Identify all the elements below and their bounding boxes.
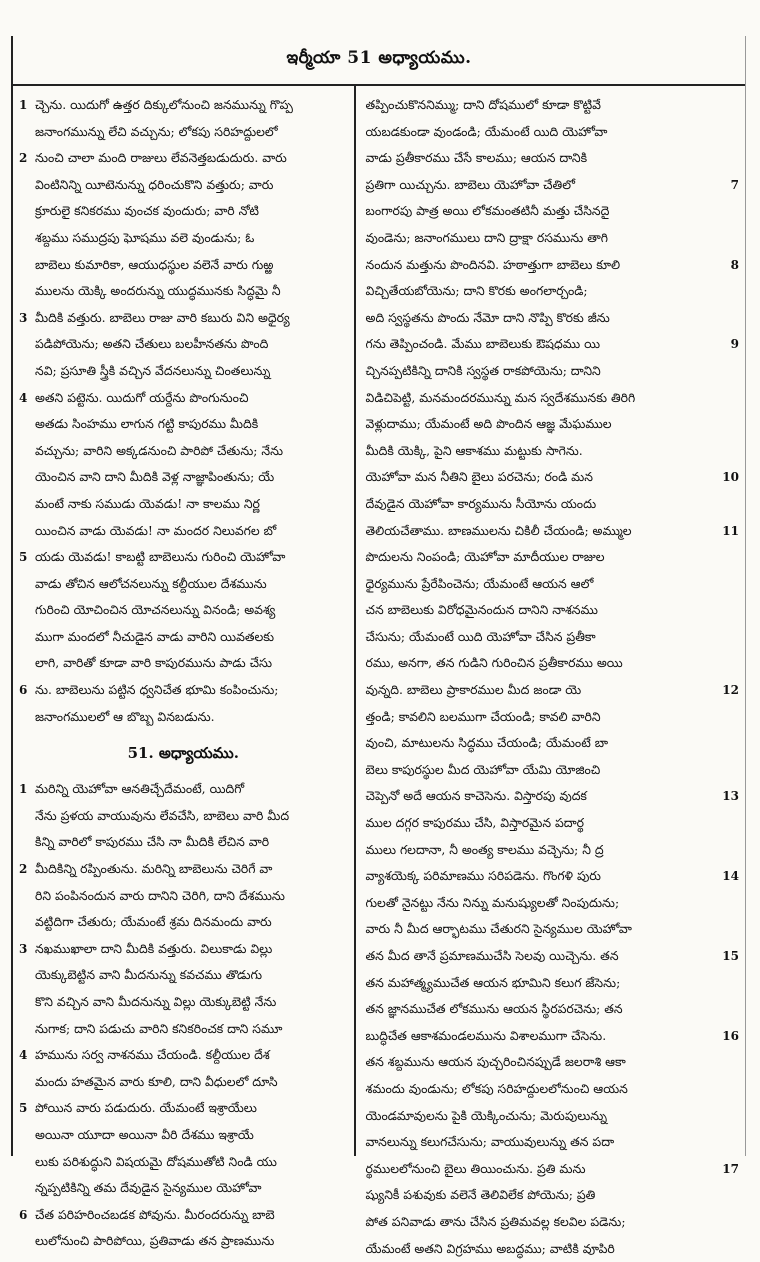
line-text: నుగాక; దాని పడుచు వారిని కనికరించక దాని సమూ (35, 1020, 283, 1036)
line-text: శబ్దము సముద్రపు ఘోషము వలె వుండును; ఓ (35, 229, 255, 245)
line-text: లులోనుంచి పారిపోయి, ప్రతివాడు తన ప్రాణమును (35, 1233, 275, 1249)
verse-number: 13 (722, 789, 739, 804)
text-line (19, 1095, 348, 1122)
line-text: ధైర్యమును ప్రేరేపించెను; యేమంటే ఆయన ఆలో (365, 575, 594, 591)
line-text: జనాంగములలో ఆ బొబ్బ వినబడును. (35, 708, 215, 724)
text-line (19, 624, 348, 651)
line-text: తన మహాత్మ్యముచేత ఆయన భూమిని కలుగ జేసెను; (365, 974, 621, 990)
text-line (362, 837, 739, 864)
verse-number: 8 (730, 257, 739, 272)
text-line (19, 962, 348, 989)
line-text: యెక్కుబెట్టిన వాని మీదనున్ను కవచము తొడుగు (35, 967, 263, 983)
line-text: తన శబ్దమును ఆయన పుచ్చరించినప్పుడే జలరాశి ఆకా (365, 1054, 626, 1070)
line-text: కొని వచ్చిన వాని మీదనున్ను విల్లు యెక్కుబెట్టి నేను (35, 994, 277, 1009)
line-text: అది స్వస్థతను పొందు నేమో దాని నొప్పి కొరకు జీను (365, 309, 610, 325)
text-line (362, 757, 739, 784)
line-text: యబడకుండా వుండండి; యేమంటే యిది యెహోవా (365, 123, 608, 139)
text-line (362, 650, 739, 677)
verse-number: 15 (722, 949, 739, 963)
line-text: వారు నీ మీద ఆర్భాటము చేతురని సైన్యముల యెహోవా (365, 921, 632, 937)
line-text: ను. బాబెలును పట్టిన ధ్వనిచేత భూమి కంపించును; (35, 682, 279, 698)
text-line (362, 198, 739, 225)
line-text: నేను ప్రళయ వాయువును లేవచేసి, బాబెలు వారి మీద (35, 807, 290, 823)
text-line (19, 92, 348, 119)
line-text: పడిపోయెను; అతని చేతులు బలహీనతను పొంది (35, 336, 269, 352)
text-line (19, 172, 348, 199)
text-line (362, 1076, 739, 1103)
line-text: నందున మత్తును పొందినవి. హఠాత్తుగా బాబెలు కూలి (365, 256, 621, 272)
text-line (362, 970, 739, 997)
text-line (19, 650, 348, 677)
text-line (362, 145, 739, 172)
line-text: వచ్చును; వారిని అక్కడనుంచి పారిపో చేతును; నేను (35, 442, 284, 458)
line-text: రము, అనగా, తన గుడిని గురించిన ప్రతీకారము అయి (365, 655, 623, 671)
line-text: శమందు వుండును; లోకపు సరిహద్దులలోనుంచి ఆయన (365, 1080, 628, 1096)
text-line (362, 1023, 739, 1050)
line-text: మరిన్ని యెహోవా ఆనతిచ్చేదేమంటే, యిదిగో (35, 781, 245, 797)
line-text: చెప్పెనో అదే ఆయన కాచెసెను. విస్తారపు వుదక (365, 788, 587, 804)
text-line (362, 597, 739, 624)
line-text: మీదికిన్ని రప్పింతును. మరిన్ని బాబెలును చెరిగే వా (35, 861, 273, 877)
verse-number: 6 (19, 683, 28, 698)
line-text: యడు యెవడు! కాబట్టి బాబెలును గురించి యెహోవా (35, 549, 286, 565)
line-text: విచ్చితేయబోయెను; దాని కొరకు అంగలార్చండి; (365, 283, 588, 299)
right-column (356, 86, 745, 1256)
line-text: విడిచిపెట్టి, మనమందరమున్ను మన స్వదేశమునకు తిరిగి (365, 389, 636, 405)
text-line (19, 278, 348, 305)
text-line (19, 571, 348, 598)
line-text: లుకు పరిశుద్ధుని విషయమై దోషముతోటి నిండి యు (35, 1153, 277, 1169)
text-line (19, 438, 348, 465)
line-text: మీదికి వత్తురు. బాబెలు రాజు వారి కబురు విని అధైర్య (35, 309, 290, 325)
text-line (362, 252, 739, 279)
text-line (19, 198, 348, 225)
line-text: ములు గలదానా, నీ అంత్య కాలము వచ్చెను; నీ ద్ర (365, 841, 604, 857)
text-line (19, 936, 348, 963)
text-line (362, 916, 739, 943)
text-line (362, 1049, 739, 1076)
text-line (362, 464, 739, 491)
line-text: మంటే నాకు సముడు యెవడు! నా కాలము నిర్ణ (35, 495, 260, 511)
text-line (19, 856, 348, 883)
line-text: వ్యాశయెక్క పరిమాణము సరిపడెను. గొంగళి పురు (365, 868, 601, 884)
text-line (19, 385, 348, 412)
line-text: వింటినిన్ని యీటెనున్ను ధరించుకొని వత్తురు; వారు (35, 176, 274, 192)
line-text: యెహోవా మన నీతిని బైలు పరచెను; రండి మన (365, 469, 593, 485)
text-line (19, 518, 348, 545)
verse-number: 4 (19, 1048, 28, 1063)
text-line (362, 385, 739, 412)
line-text: నుంచి చాలా మంది రాజులు లేవనెత్తబడుదురు. వారు (35, 150, 287, 166)
right-text (362, 92, 739, 1262)
text-line (362, 863, 739, 890)
verse-number: 11 (722, 523, 739, 538)
text-line (19, 1069, 348, 1096)
verse-number: 2 (19, 862, 28, 877)
line-text: వెళ్లుదాము; యేమంటే అది పొందిన ఆజ్ఞ మేఘముల (365, 416, 612, 432)
line-text: వానలున్ను కలుగచేసును; వాయువులున్ను తన పదా (365, 1134, 615, 1150)
line-text: అయినా యూదా అయినా వీరి దేశము ఇశ్రాయే (35, 1126, 254, 1142)
text-line (362, 491, 739, 518)
line-text: ర్థములలోనుంచి బైలు తియించును. ప్రతి మను (365, 1160, 586, 1176)
line-text: క్రూరులై కనికరము వుంచక వుందురు; వారి నోటి (35, 203, 259, 219)
text-line (19, 1122, 348, 1149)
line-text: ష్యునికీ పశువుకు వలెనే తెలివిలేక పోయెను; ప్రతి (365, 1187, 596, 1203)
line-text: బెలు కాపురస్థుల మీద యెహోవా యేమి యోజించి (365, 761, 601, 777)
text-line (362, 704, 739, 731)
text-line (362, 92, 739, 119)
text-line (362, 305, 739, 332)
text-line (19, 989, 348, 1016)
left-column (13, 86, 356, 1249)
text-line (362, 571, 739, 598)
line-text: చేసును; యేమంటే యిది యెహోవా చేసిన ప్రతీకా (365, 628, 596, 644)
line-text: గులతో నైనట్టు నేను నిన్ను మనుష్యులతో నింపుదును; (365, 894, 620, 910)
line-text: చన బాబెలుకు విరోధమైనందున దానిని నాశనము (365, 602, 598, 618)
verse-number: 1 (19, 98, 28, 112)
line-text: వుంచి, మాటులను సిద్ధము చేయండి; యేమంటే బా (365, 735, 609, 751)
text-line (19, 829, 348, 856)
line-text: బుద్ధిచేత ఆకాశమండలమును విశాలముగా చేసెను. (365, 1027, 607, 1043)
text-line (19, 145, 348, 172)
line-text: అతడు సింహము లాగున గట్టి కాపురము మీదికి (35, 416, 259, 432)
text-line (19, 358, 348, 385)
text-line (19, 597, 348, 624)
line-text: ముల దగ్గర కాపురము చేసి, విస్తారమైన పదార్థ (365, 815, 585, 831)
text-line (19, 119, 348, 146)
page-title: ఇర్మీయా 51 అధ్యాయము. (286, 48, 472, 68)
text-line (19, 803, 348, 830)
line-text: బాబెలు కుమారికా, ఆయుధస్థుల వలెనే వారు గుఱ్ఱ (35, 256, 274, 272)
line-text: ములను యెక్కి అందరున్ను యుద్ధమునకు సిద్ధమై నీ (35, 283, 281, 299)
text-line (362, 331, 739, 358)
line-text: మీదికి యెక్కి, పైని ఆకాశము మట్టుకు సాగెను. (365, 442, 583, 458)
text-line (362, 172, 739, 199)
line-text: వాడు తోచిన ఆలోచనలున్ను కల్దీయుల దేశమును (35, 575, 267, 591)
page-frame (11, 36, 746, 1256)
verse-number: 3 (19, 941, 28, 956)
verse-number: 9 (730, 337, 739, 352)
verse-number: 1 (19, 782, 28, 797)
text-line (362, 518, 739, 545)
line-text: బంగారపు పాత్ర అయి లోకమంతటినీ మత్తు చేసినదై (365, 203, 610, 219)
text-line (19, 776, 348, 803)
verse-number: 14 (722, 869, 739, 884)
verse-number: 12 (722, 683, 739, 698)
verse-number: 7 (730, 177, 739, 192)
verse-number: 5 (19, 1101, 28, 1116)
line-text: యించిన వాడు యెవడు! నా మందర నిలువగల బో (35, 522, 277, 538)
line-text: యెండమావులను పైకి యెక్కించును; మెరుపులున్ను (365, 1107, 607, 1123)
text-line (362, 278, 739, 305)
line-text: లాగి, వారితో కూడా వారి కాపురమును పాడు చేసు (35, 655, 272, 671)
line-text: యేమంటే అతని విగ్రహము అబద్ధము; వాటికి వూపిరి (365, 1240, 615, 1256)
text-line (362, 624, 739, 651)
line-text: రిని పంపినందున వారు దానిని చెరిగి, దాని దేశమును (35, 887, 285, 903)
text-line (19, 491, 348, 518)
text-line (362, 1236, 739, 1262)
line-text: తప్పించుకొననిమ్ము; దాని దోషములో కూడా కొట్టివే (365, 97, 601, 112)
verse-number: 10 (722, 470, 739, 485)
text-line (19, 464, 348, 491)
text-line (362, 119, 739, 146)
line-text: నఖముఖాలా దాని మీదికి వత్తురు. విలుకాడు విల్లు (35, 940, 273, 956)
text-line (19, 544, 348, 571)
text-line (362, 677, 739, 704)
line-text: ముగా మందలో నీచుడైన వాడు వారిని యివతలకు (35, 628, 275, 644)
verse-number: 2 (19, 151, 28, 166)
line-text: నవి; ప్రసూతి స్త్రీకి వచ్చిన వేదనలున్ను చింతలున్ను (35, 362, 271, 378)
verse-number: 6 (19, 1207, 28, 1222)
line-text: వాడు ప్రతీకారము చేసే కాలము; ఆయన దానికి (365, 150, 588, 166)
line-text: న్నప్పటికిన్ని తమ దేవుడైన సైన్యముల యెహోవా (35, 1180, 262, 1196)
text-line (19, 1042, 348, 1069)
text-line (19, 1175, 348, 1202)
text-line (19, 1149, 348, 1176)
text-line (19, 704, 348, 731)
text-line (19, 225, 348, 252)
line-text: వుండెను; జనాంగములు దాని ద్రాక్షా రసమును తాగి (365, 229, 608, 245)
text-line (362, 438, 739, 465)
text-line (362, 730, 739, 757)
line-text: వున్నది. బాబెలు ప్రాకారముల మీద జండా యె (365, 682, 582, 698)
text-line (19, 909, 348, 936)
line-text: చ్చెను. యిదుగో ఉత్తర దిక్కులోనుంచి జనమున్ను గొప్ప (35, 97, 293, 112)
verse-number: 4 (19, 390, 28, 405)
line-text: జనాంగమున్ను లేచి వచ్చును; లోకపు సరిహద్దులలో (35, 123, 278, 139)
line-text: పోయిన వారు పడుదురు. యేమంటే ఇశ్రాయేలు (35, 1100, 257, 1116)
text-line (19, 883, 348, 910)
text-line (362, 890, 739, 917)
text-line (19, 1016, 348, 1043)
verse-number: 3 (19, 310, 28, 325)
text-line (362, 544, 739, 571)
line-text: పొదులను నింపండి; యెహోవా మాదీయుల రాజుల (365, 549, 605, 565)
line-text: ప్రతిగా యిచ్చును. బాబెలు యెహోవా చేతిలో (365, 176, 575, 192)
text-line (19, 305, 348, 332)
line-text: వట్టిదిగా చేతురు; యేమంటే శ్రమ దినమందు వారు (35, 914, 272, 930)
text-line (19, 411, 348, 438)
line-text: తన జ్ఞానముచేత లోకమును ఆయన స్థిరపరచెను; తన (365, 1001, 623, 1017)
line-text: దేవుడైన యెహోవా కార్యమును సీయోను యందు (365, 495, 597, 511)
text-line (19, 1228, 348, 1255)
line-text: చ్చినప్పటికిన్ని దానికి స్వస్థత రాకపోయెను; దానిని (365, 362, 601, 378)
line-text: చేత పరిహరించబడక పోవును. మీరందరున్ను బాబె (35, 1206, 275, 1222)
text-line (362, 810, 739, 837)
verse-number: 5 (19, 550, 28, 565)
text-line (362, 996, 739, 1023)
text-line (362, 358, 739, 385)
text-line (362, 1209, 739, 1236)
line-text: మందు హతమైన వారు కూలి, దాని వీధులలో దూసి (35, 1073, 278, 1089)
text-line (19, 331, 348, 358)
text-line (19, 1202, 348, 1229)
text-line (362, 1156, 739, 1183)
text-line (19, 677, 348, 704)
line-text: యెంచిన వాని దాని మీదికి వెళ్ల నాజ్ఞాపింతును; యే (35, 469, 275, 485)
text-line (362, 783, 739, 810)
text-line (362, 943, 739, 970)
verse-number: 16 (722, 1028, 739, 1043)
chapter-heading: 51. అధ్యాయము. (127, 744, 239, 763)
line-text: అతని పట్టెను. యిదుగో యర్దేను పొంగునుంచి (35, 389, 249, 405)
left-bottom-text (19, 776, 348, 1255)
line-text: తన మీద తానే ప్రమాణముచేసి సెలవు యిచ్చెను. తన (365, 948, 619, 963)
text-line (362, 225, 739, 252)
text-line (19, 252, 348, 279)
line-text: త్తండి; కావలిని బలముగా చేయండి; కావలి వారిని (365, 708, 601, 724)
text-line (362, 1182, 739, 1209)
line-text: గను తెప్పించండి. మేము బాబెలుకు ఔషధము యి (365, 336, 601, 352)
verse-number: 17 (722, 1161, 739, 1176)
text-line (362, 1103, 739, 1130)
page-header (13, 36, 745, 86)
line-text: గురించి యోచించిన యోచనలున్ను వినండి; అవశ్య (35, 602, 276, 618)
line-text: పోత పనివాడు తాను చేసిన ప్రతిమవల్ల కలవిల పడెను; (365, 1213, 626, 1229)
text-line (362, 1129, 739, 1156)
line-text: కిన్ని వారిలో కాపురము చేసి నా మీదికి లేచిన వారి (35, 834, 270, 850)
text-line (362, 411, 739, 438)
left-top-text (19, 92, 348, 730)
line-text: హమును సర్వ నాశనము చేయండి. కల్దీయుల దేశ (35, 1047, 270, 1063)
line-text: తెలియచేతాము. బాణములను చికిలీ చేయండి; అమ్ముల (365, 522, 632, 538)
